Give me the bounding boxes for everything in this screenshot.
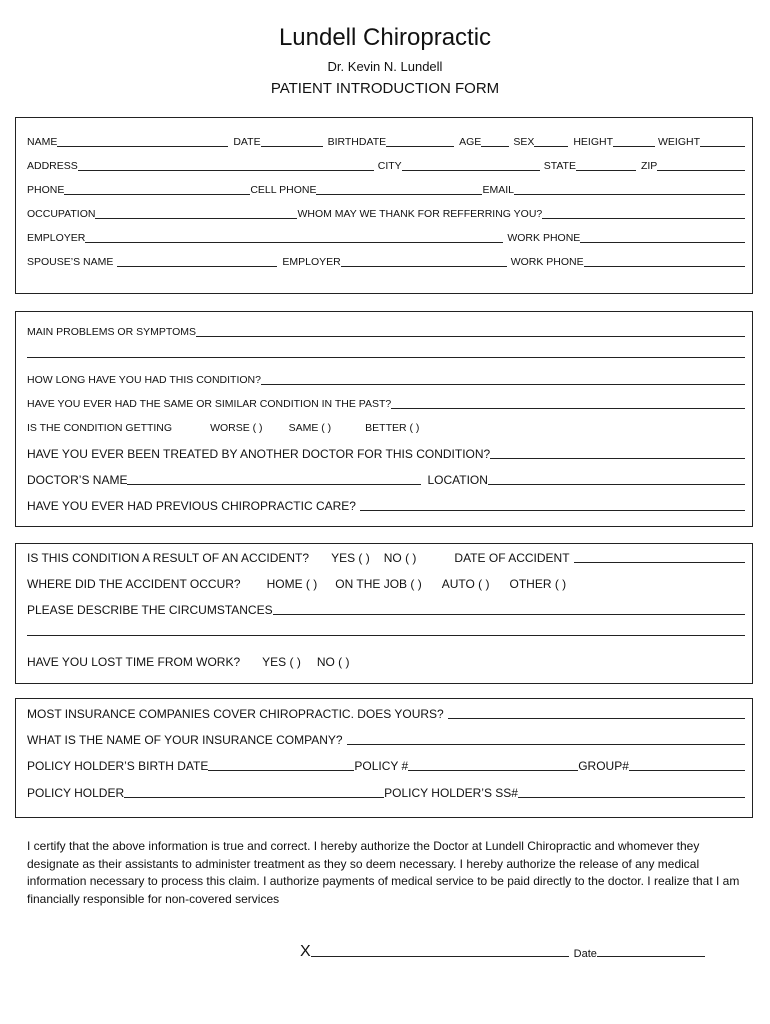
spouse-name-field[interactable] bbox=[117, 265, 277, 267]
occupation-field[interactable] bbox=[95, 217, 297, 219]
referral-label: WHOM MAY WE THANK FOR REFFERRING YOU? bbox=[297, 208, 543, 220]
row-main-problems-2 bbox=[27, 356, 745, 360]
referral-field[interactable] bbox=[542, 217, 745, 219]
row-name bbox=[27, 137, 745, 149]
row-holder bbox=[27, 787, 745, 800]
row-covers bbox=[27, 708, 745, 721]
spouse-work-phone-label: WORK PHONE bbox=[510, 256, 584, 268]
birthdate-label: BIRTHDATE bbox=[327, 136, 387, 148]
signature-x: X bbox=[300, 943, 311, 960]
row-treated bbox=[27, 448, 745, 461]
describe-label: PLEASE DESCRIBE THE CIRCUMSTANCES bbox=[27, 603, 273, 617]
phone-field[interactable] bbox=[64, 193, 250, 195]
row-getting bbox=[27, 423, 745, 435]
policy-number-field[interactable] bbox=[408, 769, 578, 771]
name-field[interactable] bbox=[57, 145, 228, 147]
form-title: PATIENT INTRODUCTION FORM bbox=[270, 80, 500, 97]
main-problems-field[interactable] bbox=[196, 335, 745, 337]
date-field[interactable] bbox=[261, 145, 323, 147]
signature-field[interactable] bbox=[311, 955, 569, 957]
row-describe-2 bbox=[27, 634, 745, 638]
cell-phone-field[interactable] bbox=[316, 193, 482, 195]
height-field[interactable] bbox=[613, 145, 655, 147]
row-main-problems bbox=[27, 327, 745, 339]
weight-field[interactable] bbox=[700, 145, 745, 147]
row-company bbox=[27, 734, 745, 747]
home-option[interactable]: HOME ( ) bbox=[266, 577, 318, 591]
accident-yes-option[interactable]: YES ( ) bbox=[331, 551, 370, 565]
birthdate-field[interactable] bbox=[386, 145, 454, 147]
holder-ss-field[interactable] bbox=[518, 796, 745, 798]
state-field[interactable] bbox=[576, 169, 636, 171]
spouse-work-phone-field[interactable] bbox=[584, 265, 745, 267]
row-where bbox=[27, 578, 745, 591]
age-field[interactable] bbox=[481, 145, 509, 147]
work-phone-label: WORK PHONE bbox=[507, 232, 581, 244]
holder-field[interactable] bbox=[124, 796, 384, 798]
work-phone-field[interactable] bbox=[580, 241, 745, 243]
sex-field[interactable] bbox=[534, 145, 568, 147]
row-lost-time bbox=[27, 656, 745, 669]
same-before-field[interactable] bbox=[391, 407, 745, 409]
better-option[interactable]: BETTER ( ) bbox=[365, 422, 420, 434]
weight-label: WEIGHT bbox=[658, 136, 700, 148]
covers-label: MOST INSURANCE COMPANIES COVER CHIROPRACTIC. DOES YOURS? bbox=[27, 707, 444, 721]
same-before-label: HAVE YOU EVER HAD THE SAME OR SIMILAR CONDITION IN THE PAST? bbox=[27, 398, 392, 410]
accident-no-option[interactable]: NO ( ) bbox=[383, 551, 417, 565]
sex-label: SEX bbox=[513, 136, 535, 148]
accident-label: IS THIS CONDITION A RESULT OF AN ACCIDENT? bbox=[27, 551, 310, 565]
cell-phone-label: CELL PHONE bbox=[250, 184, 317, 196]
same-option[interactable]: SAME ( ) bbox=[288, 422, 332, 434]
doctor-name-label: DOCTOR’S NAME bbox=[27, 473, 128, 487]
zip-label: ZIP bbox=[640, 160, 658, 172]
policy-number-label: POLICY # bbox=[354, 759, 409, 773]
treated-field[interactable] bbox=[490, 457, 745, 459]
email-field[interactable] bbox=[514, 193, 745, 195]
employer-label: EMPLOYER bbox=[27, 232, 86, 244]
row-policy bbox=[27, 760, 745, 773]
condition-section bbox=[15, 311, 753, 527]
practice-name: Lundell Chiropractic bbox=[278, 24, 492, 51]
phone-label: PHONE bbox=[27, 184, 65, 196]
holder-birth-field[interactable] bbox=[208, 769, 354, 771]
getting-label: IS THE CONDITION GETTING bbox=[27, 422, 173, 434]
lost-time-no-option[interactable]: NO ( ) bbox=[316, 655, 350, 669]
row-occupation bbox=[27, 209, 745, 221]
accident-date-label: DATE OF ACCIDENT bbox=[454, 551, 570, 565]
row-accident bbox=[27, 552, 745, 565]
covers-field[interactable] bbox=[448, 717, 745, 719]
date-label: DATE bbox=[233, 136, 261, 148]
group-field[interactable] bbox=[629, 769, 745, 771]
height-label: HEIGHT bbox=[573, 136, 613, 148]
other-option[interactable]: OTHER ( ) bbox=[509, 577, 567, 591]
row-phone bbox=[27, 185, 745, 197]
zip-field[interactable] bbox=[657, 169, 745, 171]
doctor-name: Dr. Kevin N. Lundell bbox=[327, 59, 443, 74]
age-label: AGE bbox=[459, 136, 482, 148]
holder-label: POLICY HOLDER bbox=[27, 786, 125, 800]
describe-field[interactable] bbox=[273, 613, 745, 615]
how-long-label: HOW LONG HAVE YOU HAD THIS CONDITION? bbox=[27, 374, 261, 386]
city-field[interactable] bbox=[402, 169, 540, 171]
holder-birth-label: POLICY HOLDER’S BIRTH DATE bbox=[27, 759, 209, 773]
location-label: LOCATION bbox=[427, 473, 488, 487]
spouse-employer-label: EMPLOYER bbox=[282, 256, 341, 268]
row-employer bbox=[27, 233, 745, 245]
group-label: GROUP# bbox=[578, 759, 629, 773]
address-field[interactable] bbox=[78, 169, 374, 171]
location-field[interactable] bbox=[488, 483, 745, 485]
row-prev-chiro bbox=[27, 500, 745, 513]
certification-text: I certify that the above information is true and correct. I hereby authorize the Doctor at Lundell Chiropractic and whomever they designate as their assistants to administer treatment as they so deem necessary. I hereby authorize the release of any medical information necessary to process this claim. I authorize payments of medical service to be paid directly to the doctor. I realize that I am financially responsible for non-covered services bbox=[27, 839, 740, 906]
signature-date-label: Date bbox=[573, 947, 597, 960]
signature-row bbox=[300, 944, 705, 960]
occupation-label: OCCUPATION bbox=[27, 208, 96, 220]
city-label: CITY bbox=[377, 160, 402, 172]
row-how-long bbox=[27, 375, 745, 387]
describe-field-2[interactable] bbox=[27, 634, 745, 636]
job-option[interactable]: ON THE JOB ( ) bbox=[335, 577, 422, 591]
employer-field[interactable] bbox=[85, 241, 503, 243]
treated-label: HAVE YOU EVER BEEN TREATED BY ANOTHER DOCTOR FOR THIS CONDITION? bbox=[27, 447, 491, 461]
lost-time-yes-option[interactable]: YES ( ) bbox=[262, 655, 301, 669]
company-label: WHAT IS THE NAME OF YOUR INSURANCE COMPANY? bbox=[27, 733, 343, 747]
where-label: WHERE DID THE ACCIDENT OCCUR? bbox=[27, 577, 241, 591]
spouse-name-label: SPOUSE’S NAME bbox=[27, 256, 114, 268]
row-spouse bbox=[27, 257, 745, 269]
row-address bbox=[27, 161, 745, 173]
name-label: NAME bbox=[27, 136, 58, 148]
email-label: EMAIL bbox=[482, 184, 514, 196]
prev-chiro-label: HAVE YOU EVER HAD PREVIOUS CHIROPRACTIC CARE? bbox=[27, 499, 356, 513]
auto-option[interactable]: AUTO ( ) bbox=[441, 577, 490, 591]
accident-date-field[interactable] bbox=[574, 561, 745, 563]
doctor-name-field[interactable] bbox=[127, 483, 421, 485]
row-describe bbox=[27, 604, 745, 617]
address-label: ADDRESS bbox=[27, 160, 78, 172]
how-long-field[interactable] bbox=[261, 383, 745, 385]
lost-time-label: HAVE YOU LOST TIME FROM WORK? bbox=[27, 655, 241, 669]
holder-ss-label: POLICY HOLDER’S SS# bbox=[384, 786, 518, 800]
main-problems-field-2[interactable] bbox=[27, 356, 745, 358]
signature-date-field[interactable] bbox=[597, 955, 705, 957]
prev-chiro-field[interactable] bbox=[360, 509, 745, 511]
spouse-employer-field[interactable] bbox=[341, 265, 507, 267]
row-doctor bbox=[27, 474, 745, 487]
row-same-before bbox=[27, 399, 745, 411]
main-problems-label: MAIN PROBLEMS OR SYMPTOMS bbox=[27, 326, 196, 338]
state-label: STATE bbox=[543, 160, 576, 172]
company-field[interactable] bbox=[347, 743, 745, 745]
worse-option[interactable]: WORSE ( ) bbox=[210, 422, 263, 434]
